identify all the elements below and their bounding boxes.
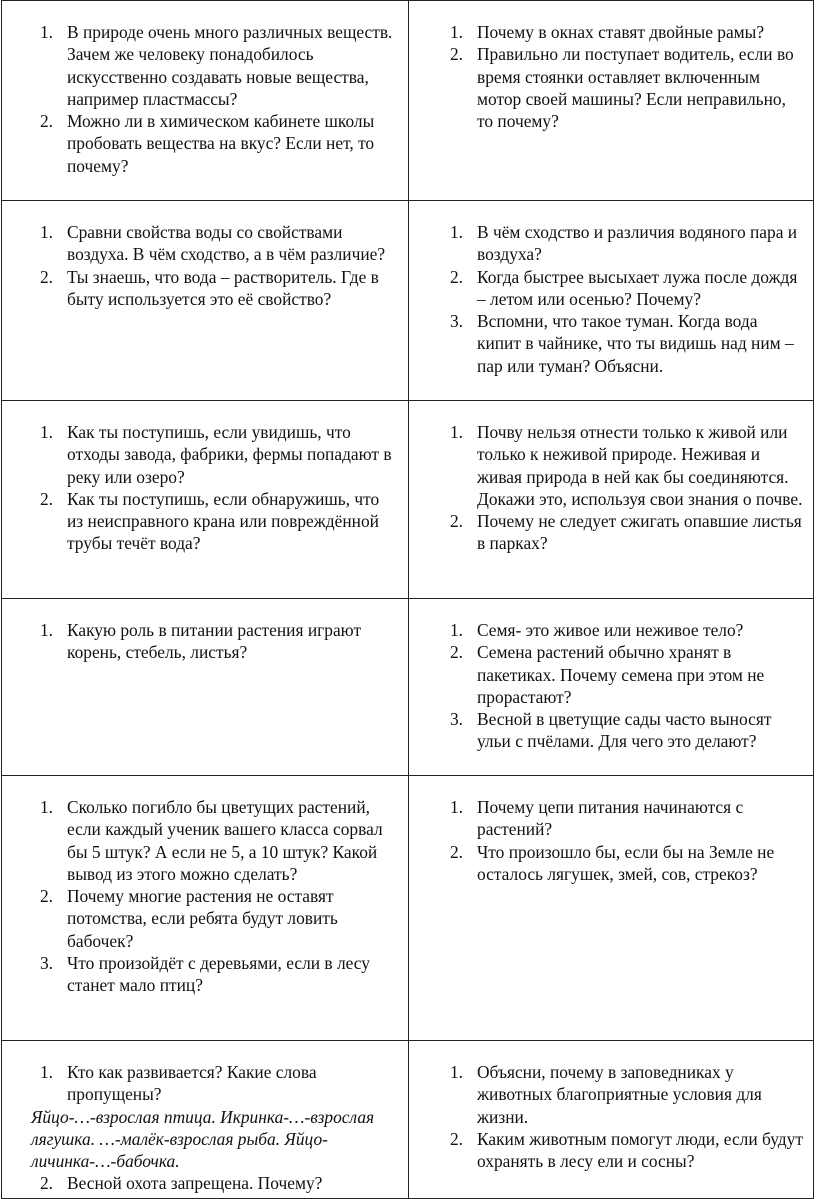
- card-row: [2, 401, 814, 599]
- question-number: 2.: [449, 642, 463, 663]
- question-number: 1.: [39, 422, 53, 442]
- question-item: [441, 841, 805, 886]
- question-card-left: [2, 401, 409, 599]
- question-number: 2.: [39, 266, 53, 287]
- question-card-right: [409, 599, 814, 776]
- question-list: [31, 21, 398, 177]
- question-text: Что произойдёт с деревьями, если в лесу станет мало птиц?: [67, 953, 370, 996]
- question-item: [31, 796, 398, 885]
- question-item: [441, 266, 805, 311]
- question-list: [441, 796, 805, 885]
- question-list: [31, 796, 398, 997]
- question-text: Семена растений обычно хранят в пакетиках. Почему семена при этом не прорастают?: [477, 642, 765, 707]
- question-number: 2.: [449, 1128, 463, 1149]
- cards-body: [2, 1, 814, 1199]
- question-text: Почему цепи питания начинаются с растений?: [477, 797, 744, 840]
- question-item: [441, 1061, 805, 1128]
- question-text: Весной в цветущие сады часто выносят ульи с пчёлами. Для чего это делают?: [477, 709, 772, 752]
- question-text: Когда быстрее высыхает лужа после дождя – летом или осенью? Почему?: [477, 266, 798, 309]
- question-number: 2.: [39, 886, 53, 907]
- question-text: Почему в окнах ставят двойные рамы?: [477, 22, 765, 42]
- question-text: Объясни, почему в заповедниках у животных благоприятные условия для жизни.: [477, 1062, 762, 1127]
- question-item: [441, 641, 805, 708]
- question-text: Правильно ли поступает водитель, если во время стоянки оставляет включенным мотор своей машины? Если неправильно, то почему?: [477, 44, 794, 132]
- question-text: Сравни свойства воды со свойствами воздуха. В чём сходство, а в чём различие?: [67, 222, 386, 265]
- question-item: [31, 110, 398, 177]
- question-number: 1.: [39, 222, 53, 242]
- question-list: [31, 421, 398, 555]
- card-row: [2, 201, 814, 401]
- question-item: [441, 708, 805, 753]
- question-number: 3.: [449, 709, 463, 730]
- question-card-right: [409, 776, 814, 1041]
- question-list: [441, 21, 805, 132]
- question-card-right: [409, 401, 814, 599]
- question-text: Вспомни, что такое туман. Когда вода кипит в чайнике, что ты видишь над ним – пар или туман? Объясни.: [477, 311, 794, 376]
- question-text: Весной охота запрещена. Почему?: [67, 1173, 323, 1194]
- question-number: 2.: [39, 488, 53, 509]
- card-row: [2, 1041, 814, 1199]
- question-text: Кто как развивается? Какие слова пропущены?: [67, 1062, 317, 1105]
- question-number: 1.: [449, 22, 463, 42]
- question-list: [31, 619, 398, 664]
- question-item: [31, 619, 398, 664]
- question-text: Что произошло бы, если бы на Земле не осталось лягушек, змей, сов, стрекоз?: [477, 841, 775, 884]
- question-list: [441, 421, 805, 555]
- question-item: [31, 1061, 398, 1172]
- question-item: [441, 221, 805, 266]
- question-text: Сколько погибло бы цветущих растений, если каждый ученик вашего класса сорвал бы 5 штук? А если не 5, а 10 штук? Какой вывод из этого можно сделать?: [67, 797, 383, 884]
- question-number: 2.: [449, 266, 463, 287]
- question-text: Ты знаешь, что вода – растворитель. Где в быту используется это её свойство?: [67, 266, 379, 309]
- question-text: В чём сходство и различия водяного пара и воздуха?: [477, 222, 798, 265]
- question-item: [441, 43, 805, 132]
- question-list: [31, 1061, 398, 1195]
- question-item: [31, 488, 398, 555]
- question-item: [31, 266, 398, 311]
- question-number: 3.: [449, 311, 463, 332]
- question-list: [441, 221, 805, 377]
- question-text: Почему не следует сжигать опавшие листья в парках?: [477, 511, 802, 554]
- question-text: Почву нельзя отнести только к живой или только к неживой природе. Неживая и живая природа в ней как бы соединяются. Докажи это, используя свои знания о почве.: [477, 422, 803, 509]
- question-text: В природе очень много различных веществ. Зачем же человеку понадобилось искусственно создавать новые вещества, например пластмассы?: [67, 22, 393, 109]
- question-list: [441, 619, 805, 753]
- question-number: 1.: [39, 22, 53, 42]
- question-text: Каким животным помогут люди, если будут охранять в лесу ели и сосны?: [477, 1128, 803, 1172]
- question-item: [441, 619, 805, 641]
- question-item: [441, 1128, 805, 1173]
- question-text: Как ты поступишь, если увидишь, что отходы завода, фабрики, фермы попадают в реку или озеро?: [67, 422, 392, 487]
- question-card-left: [2, 599, 409, 776]
- question-number: 2.: [39, 1173, 53, 1194]
- card-row: [2, 599, 814, 776]
- question-number: 1.: [449, 797, 463, 817]
- card-row: [2, 1, 814, 201]
- question-card-left: [2, 776, 409, 1041]
- question-item: [31, 1172, 398, 1194]
- question-card-left: [2, 201, 409, 401]
- question-text: Почему многие растения не оставят потомства, если ребята будут ловить бабочек?: [67, 886, 338, 951]
- question-text: Как ты поступишь, если обнаружишь, что из неисправного крана или повреждённой трубы течёт вода?: [67, 488, 380, 554]
- question-item: [31, 421, 398, 488]
- question-number: 2.: [449, 841, 463, 862]
- card-row: [2, 776, 814, 1041]
- question-number: 3.: [39, 953, 53, 974]
- question-item: [441, 510, 805, 555]
- question-number: 1.: [449, 222, 463, 242]
- question-number: 1.: [39, 1062, 53, 1082]
- question-item: [31, 952, 398, 997]
- question-text: Семя- это живое или неживое тело?: [477, 620, 744, 640]
- question-number: 1.: [449, 422, 463, 442]
- question-text: Какую роль в питании растения играют корень, стебель, листья?: [67, 620, 362, 663]
- question-number: 1.: [449, 620, 463, 640]
- question-item: [31, 885, 398, 952]
- question-number: 2.: [39, 111, 53, 132]
- question-item: [31, 21, 398, 110]
- question-item: [441, 421, 805, 510]
- question-number: 2.: [449, 511, 463, 532]
- question-list: [31, 221, 398, 310]
- question-item: [31, 221, 398, 266]
- question-card-right: [409, 201, 814, 401]
- question-text: Можно ли в химическом кабинете школы пробовать вещества на вкус? Если нет, то почему?: [67, 111, 375, 176]
- question-note: Яйцо-…-взрослая птица. Икринка-…-взрослая лягушка. …-малёк-взрослая рыба. Яйцо-личинка-…-бабочка.: [31, 1106, 375, 1172]
- question-card-left: [2, 1041, 409, 1199]
- question-card-right: [409, 1, 814, 201]
- question-cards-table: [1, 0, 814, 1199]
- question-card-right: [409, 1041, 814, 1199]
- question-item: [441, 21, 805, 43]
- question-item: [441, 310, 805, 377]
- question-list: [441, 1061, 805, 1172]
- question-number: 1.: [39, 797, 53, 817]
- question-card-left: [2, 1, 409, 201]
- question-number: 1.: [449, 1062, 463, 1082]
- question-number: 1.: [39, 620, 53, 640]
- question-item: [441, 796, 805, 841]
- question-number: 2.: [449, 44, 463, 65]
